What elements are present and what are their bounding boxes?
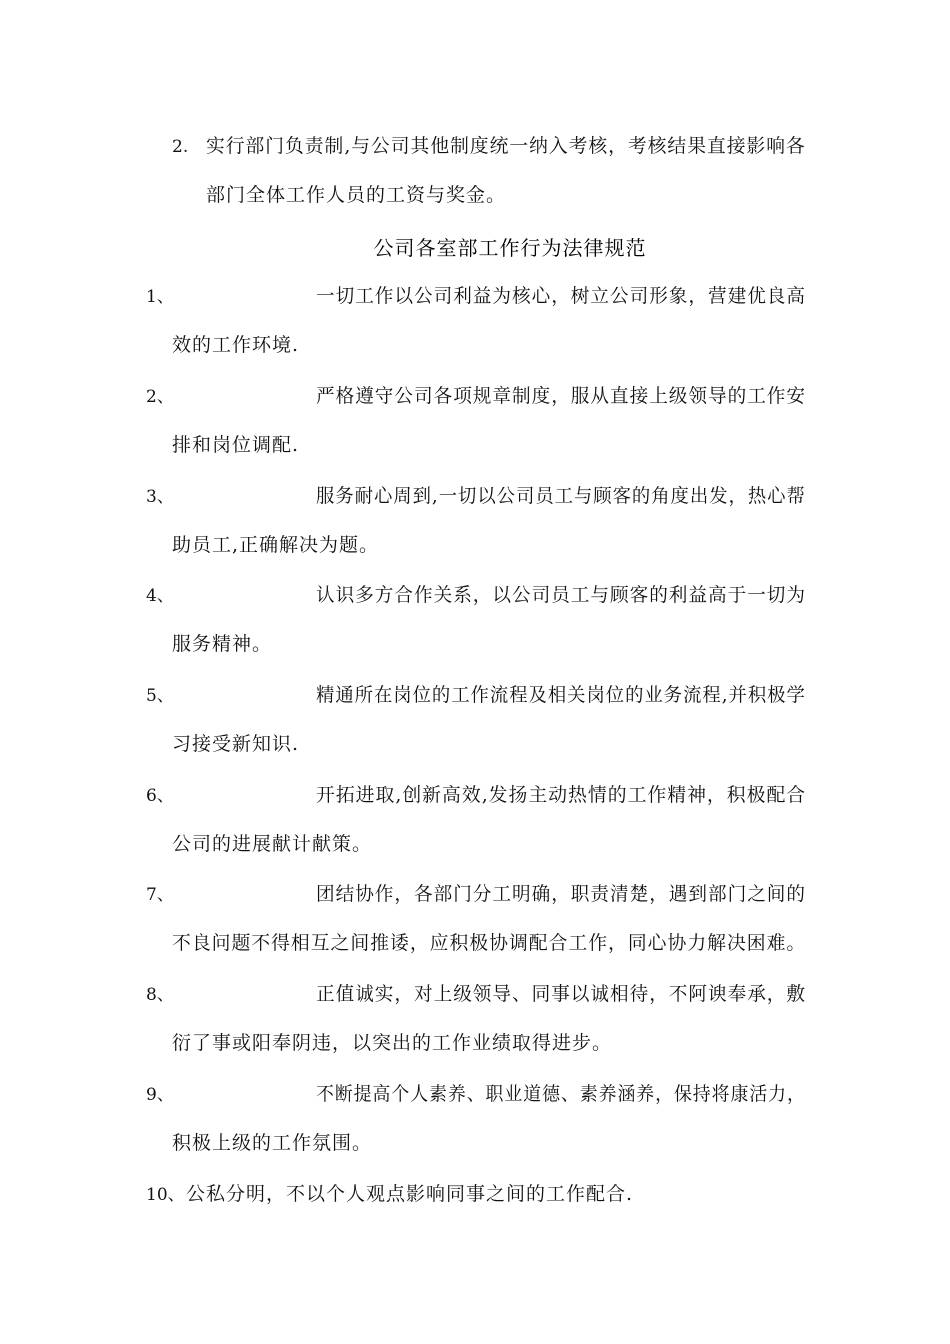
list-item-line-1: 精通所在岗位的工作流程及相关岗位的业务流程,并积极学 bbox=[316, 684, 806, 706]
list-item-line-2: 助员工,正确解决为题。 bbox=[172, 534, 380, 556]
list-item-number: 6、 bbox=[146, 786, 174, 806]
list-item-number: 9、 bbox=[146, 1085, 174, 1105]
list-item-number: 5、 bbox=[146, 686, 174, 706]
list-item-line-1: 团结协作，各部门分工明确，职责清楚，遇到部门之间的 bbox=[316, 883, 807, 905]
list-item-line-2: 不良问题不得相互之间推诿，应积极协调配合工作，同心协力解决困难。 bbox=[172, 932, 807, 954]
list-item-line-2: 排和岗位调配. bbox=[172, 434, 300, 456]
last-item-number: 10、 bbox=[146, 1185, 185, 1205]
list-item-number: 7、 bbox=[146, 885, 174, 905]
page-title: 公司各室部工作行为法律规范 bbox=[373, 236, 647, 260]
list-item-line-1: 一切工作以公司利益为核心，树立公司形象，营建优良高 bbox=[316, 285, 807, 307]
list-item-number: 3、 bbox=[146, 487, 174, 507]
list-item-line-2: 习接受新知识. bbox=[172, 733, 300, 755]
list-item-line-1: 正值诚实，对上级领导、同事以诚相待，不阿谀奉承，敷 bbox=[316, 983, 807, 1005]
intro-number: 2. bbox=[172, 137, 189, 157]
list-item-line-2: 效的工作环境. bbox=[172, 334, 300, 356]
list-item-line-1: 严格遵守公司各项规章制度，服从直接上级领导的工作安 bbox=[316, 385, 807, 407]
list-item-number: 4、 bbox=[146, 586, 174, 606]
intro-line-1: 实行部门负责制,与公司其他制度统一纳入考核，考核结果直接影响各 bbox=[206, 135, 806, 157]
last-item-text: 公私分明，不以个人观点影响同事之间的工作配合. bbox=[186, 1183, 634, 1205]
list-item-line-2: 衍了事或阳奉阴违，以突出的工作业绩取得进步。 bbox=[172, 1032, 613, 1054]
list-item-line-2: 服务精神。 bbox=[172, 633, 273, 655]
list-item-line-2: 公司的进展献计献策。 bbox=[172, 833, 373, 855]
list-item-line-1: 不断提高个人素养、职业道德、素养涵养，保持将康活力， bbox=[316, 1083, 806, 1105]
list-item-line-1: 开拓进取,创新高效,发扬主动热情的工作精神，积极配合 bbox=[316, 784, 807, 806]
list-item-number: 8、 bbox=[146, 985, 174, 1005]
intro-line-2: 部门全体工作人员的工资与奖金。 bbox=[206, 184, 507, 206]
list-item-line-1: 认识多方合作关系，以公司员工与顾客的利益高于一切为 bbox=[316, 584, 807, 606]
list-item-line-2: 积极上级的工作氛围。 bbox=[172, 1132, 373, 1154]
list-item-number: 2、 bbox=[146, 387, 174, 407]
list-item-line-1: 服务耐心周到,一切以公司员工与顾客的角度出发，热心帮 bbox=[316, 485, 806, 507]
list-item-number: 1、 bbox=[146, 287, 174, 307]
